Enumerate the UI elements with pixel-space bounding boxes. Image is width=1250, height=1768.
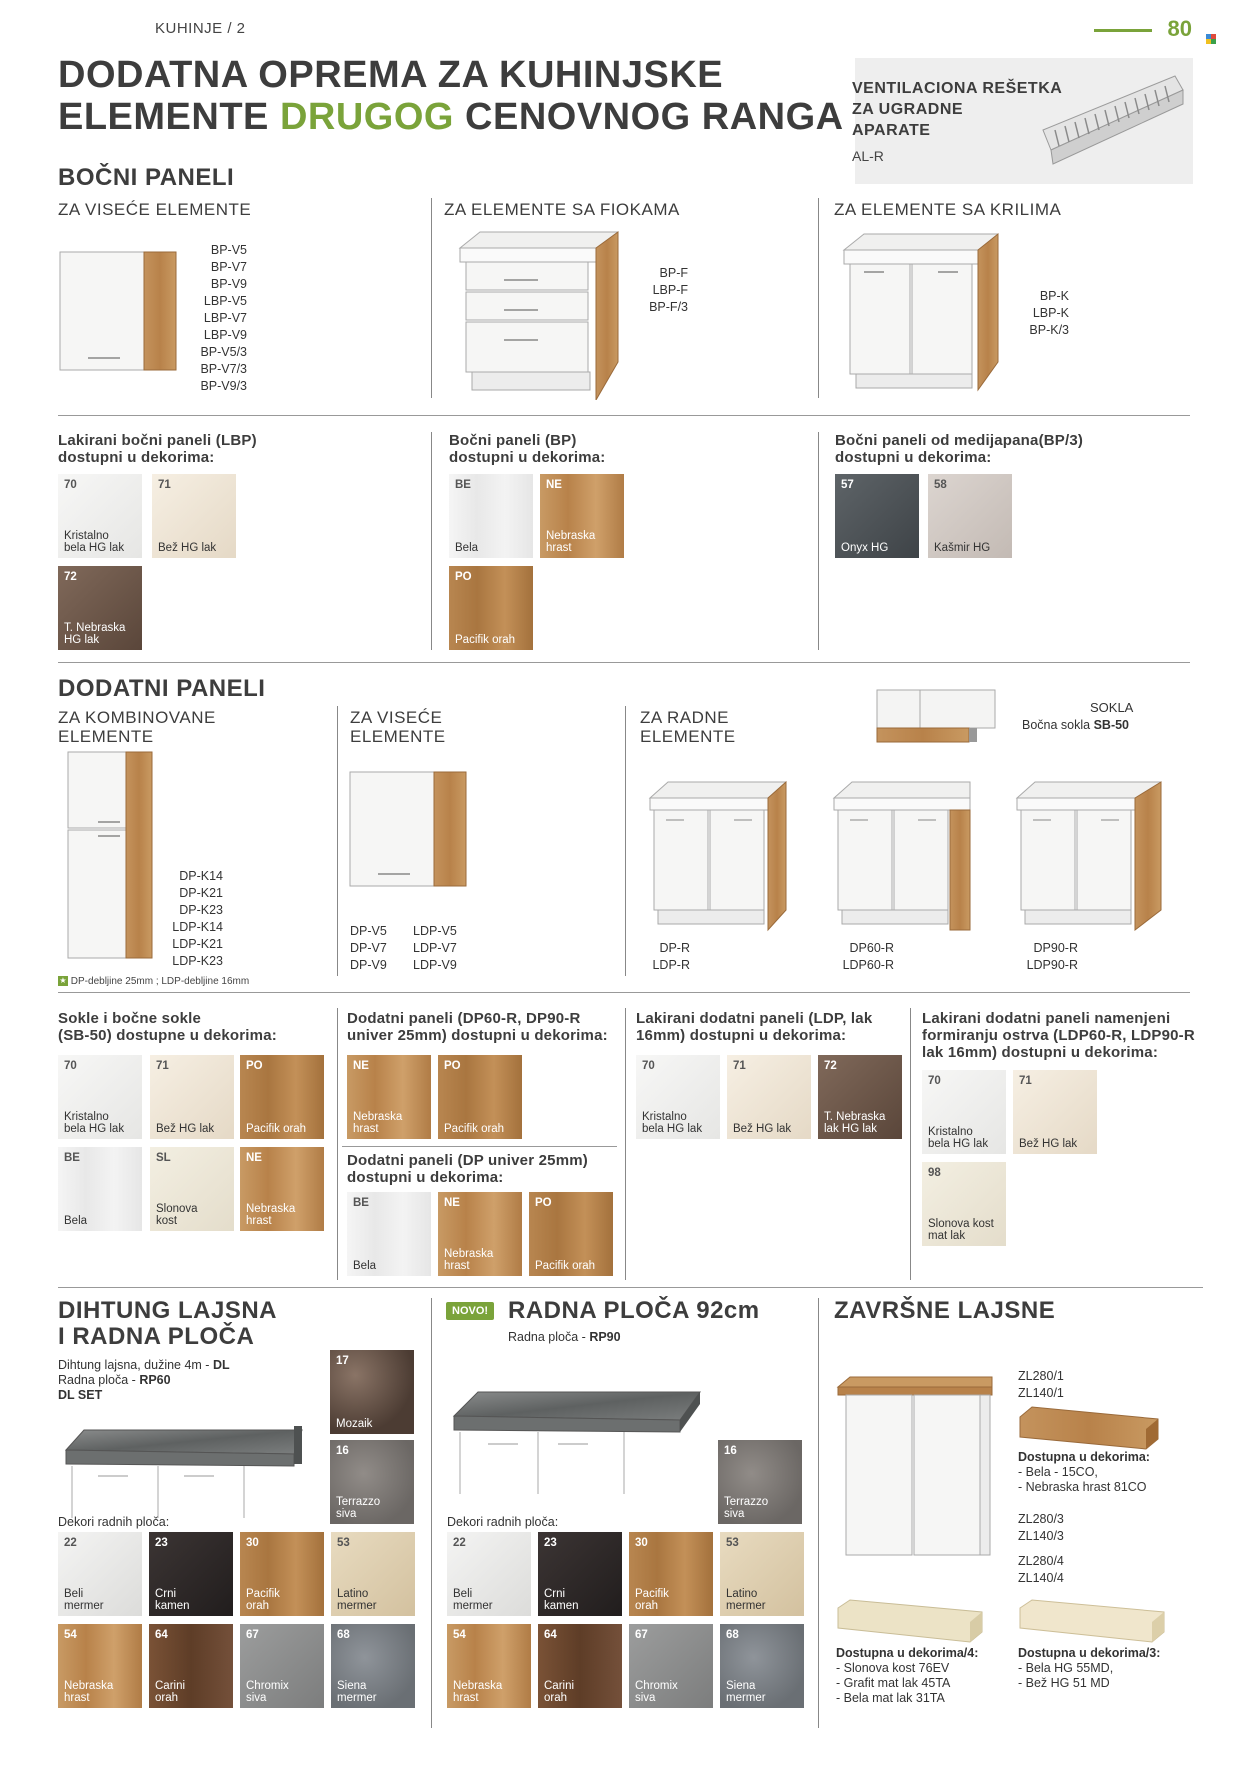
cornice-ivory-image [836,1598,986,1644]
swatch: 71 Bež HG lak [152,474,236,558]
col-title-radne: ZA RADNE ELEMENTE [640,708,736,746]
codes-list: DP-R LDP-R [652,941,690,972]
swatch: SL Slonova kost [150,1147,234,1231]
col-title-visece2: ZA VISEĆE ELEMENTE [350,708,446,746]
swatch: 72 T. Nebraska HG lak [58,566,142,650]
codes-list: DP-V5 DP-V7 DP-V9 [350,924,387,972]
swatch: 22 Beli mermer [447,1532,531,1616]
swatch: 70 Kristalno bela HG lak [58,1055,142,1139]
codes-list: DP60-R LDP60-R [842,941,894,972]
swatch: 57 Onyx HG [835,474,919,558]
codes-list: BP-V5 BP-V7 BP-V9 LBP-V5 LBP-V7 LBP-V9 BP-V5/3 BP-V7/3 BP-V9/3 [200,243,247,393]
worktop-image [448,1388,710,1498]
door-cabinet-image [842,232,1000,392]
divider [337,706,338,976]
divider [431,432,432,650]
dekori-label: Dekori radnih ploča: [58,1515,170,1529]
codes-list: BP-K LBP-K BP-K/3 [1029,289,1069,337]
section-title-radna: RADNA PLOČA 92cm [508,1297,760,1324]
avail1: Dostupna u dekorima: - Bela - 15CO, - Nebraska hrast 81CO [1018,1450,1150,1494]
dec-title-lbp: Lakirani bočni paneli (LBP) dostupni u dekorima: [58,432,257,466]
swatch: 67 Chromix siva [629,1624,713,1708]
swatch: 17 Mozaik [330,1350,414,1434]
tall-cabinet-image [66,750,156,962]
swatch: 72 T. Nebraska lak HG lak [818,1055,902,1139]
wall-cabinet-image [58,250,178,375]
swatch: 23 Crni kamen [149,1532,233,1616]
section-title-dihtung: DIHTUNG LAJSNA I RADNA PLOČA [58,1297,278,1350]
swatch: PO Pacifik orah [240,1055,324,1139]
sokla-image [875,688,1001,748]
new-badge: NOVO! [446,1302,494,1320]
dec-title-bp3: Bočni paneli od medijapana(BP/3) dostupni u dekorima: [835,432,1084,466]
codes-list: DP-K14 DP-K21 DP-K23 LDP-K14 LDP-K21 LDP-K23 [172,869,223,968]
swatch: BE Bela [58,1147,142,1231]
swatch: 70 Kristalno bela HG lak [922,1070,1006,1154]
swatch: 53 Latino mermer [720,1532,804,1616]
section-title-zavrsne: ZAVRŠNE LAJSNE [834,1297,1056,1324]
swatch: 71 Bež HG lak [150,1055,234,1139]
dekori-label: Dekori radnih ploča: [447,1515,559,1529]
swatch: 68 Siena mermer [720,1624,804,1708]
swatch: NE Nebraska hrast [240,1147,324,1231]
divider [818,1298,819,1728]
breadcrumb: KUHINJE / 2 [155,20,246,37]
swatch: 67 Chromix siva [240,1624,324,1708]
divider [58,662,1190,663]
cornice-beige-image [1018,1598,1168,1644]
swatch: 70 Kristalno bela HG lak [58,474,142,558]
cabinet-with-cornice-image [836,1375,996,1560]
swatch: BE Bela [347,1192,431,1276]
divider [818,432,819,650]
avail4: Dostupna u dekorima/4: - Slonova kost 76EV - Grafit mat lak 45TA - Bela mat lak 31TA [836,1646,979,1705]
dec-title-dp-univer: Dodatni paneli (DP60-R, DP90-R univer 25mm) dostupni u dekorima: [347,1010,608,1044]
base-cabinet-image [1015,780,1165,932]
swatch: 70 Kristalno bela HG lak [636,1055,720,1139]
codes-list: LDP-V5 LDP-V7 LDP-V9 [413,924,457,972]
divider [818,198,819,398]
divider [431,1298,432,1728]
avail3: Dostupna u dekorima/3: - Bela HG 55MD, - Bež HG 51 MD [1018,1646,1161,1690]
dec-title-sokle: Sokle i bočne sokle (SB-50) dostupne u dekorima: [58,1010,277,1044]
codes-list: DP90-R LDP90-R [1026,941,1078,972]
divider [431,198,432,398]
star-icon: ★ [59,976,67,986]
divider [342,1146,617,1147]
swatch: 98 Slonova kost mat lak [922,1162,1006,1246]
divider [625,1008,626,1280]
swatch: PO Pacifik orah [449,566,533,650]
swatch: 54 Nebraska hrast [58,1624,142,1708]
swatch: NE Nebraska hrast [540,474,624,558]
swatch: PO Pacifik orah [438,1055,522,1139]
sokla-sub: Bočna sokla SB-50 [1022,718,1130,732]
cornice-oak-image [1018,1405,1164,1451]
swatch: 23 Crni kamen [538,1532,622,1616]
col-title-kombinovane: ZA KOMBINOVANE ELEMENTE [58,708,216,746]
swatch: 58 Kašmir HG [928,474,1012,558]
swatch: 16 Terrazzo siva [718,1440,802,1524]
swatch: BE Bela [449,474,533,558]
swatch: NE Nebraska hrast [347,1055,431,1139]
dec-title-dp-univer2: Dodatni paneli (DP univer 25mm) dostupni u dekorima: [347,1152,588,1186]
swatch: 30 Pacifik orah [629,1532,713,1616]
divider [910,1008,911,1280]
base-cabinet-image [832,780,974,932]
swatch: 71 Bež HG lak [727,1055,811,1139]
divider [58,415,1190,416]
codes-list: ZL280/3 ZL140/3 [1018,1512,1064,1543]
dec-title-ldp-ostrvo: Lakirani dodatni paneli namenjeni formiranju ostrva (LDP60-R, LDP90-R lak 16mm) dostupni u dekorima: [922,1010,1195,1061]
radna-info: Radna ploča - RP90 [508,1330,621,1344]
divider [625,706,626,976]
swatch: PO Pacifik orah [529,1192,613,1276]
vent-grille-image [1035,68,1187,168]
base-cabinet-image [648,780,790,932]
col-title-krila: ZA ELEMENTE SA KRILIMA [834,200,1062,219]
swatch: 16 Terrazzo siva [330,1440,414,1524]
dec-title-ldp: Lakirani dodatni paneli (LDP, lak 16mm) dostupni u dekorima: [636,1010,873,1044]
drawer-cabinet-image [458,230,620,400]
vent-title: VENTILACIONA REŠETKA ZA UGRADNE APARATE [852,80,1063,139]
wall-cabinet-image [348,770,470,890]
swatch: 68 Siena mermer [331,1624,415,1708]
page-number-rule [1094,29,1152,32]
dihtung-info: Dihtung lajsna, dužine 4m - DL Radna ploča - RP60 DL SET [58,1358,230,1402]
worktop-image [58,1420,308,1520]
swatch: 54 Nebraska hrast [447,1624,531,1708]
section-title-dodatni: DODATNI PANELI [58,675,266,702]
thickness-note: ★ DP-debljine 25mm ; LDP-debljine 16mm [59,976,250,987]
page-title: DODATNA OPREMA ZA KUHINJSKE ELEMENTE DRUGOG CENOVNOG RANGA [58,54,844,138]
swatch: NE Nebraska hrast [438,1192,522,1276]
dec-title-bp: Bočni paneli (BP) dostupni u dekorima: [449,432,606,466]
swatch: 30 Pacifik orah [240,1532,324,1616]
col-title-fioke: ZA ELEMENTE SA FIOKAMA [444,200,680,219]
swatch: 64 Carini orah [538,1624,622,1708]
section-title-bocni: BOČNI PANELI [58,164,235,191]
page-number: 80 [1167,16,1192,41]
vent-code: AL-R [852,148,884,164]
swatch: 53 Latino mermer [331,1532,415,1616]
codes-list: BP-F LBP-F BP-F/3 [649,266,688,314]
divider [58,1287,1203,1288]
divider [58,992,1190,993]
divider [337,1008,338,1280]
sokla-title: SOKLA [1090,700,1134,715]
corner-marker-icon [1206,34,1216,44]
swatch: 71 Bež HG lak [1013,1070,1097,1154]
swatch: 64 Carini orah [149,1624,233,1708]
col-title-visece: ZA VISEĆE ELEMENTE [58,200,252,219]
codes-list: ZL280/1 ZL140/1 [1018,1369,1064,1400]
codes-list: ZL280/4 ZL140/4 [1018,1554,1064,1585]
swatch: 22 Beli mermer [58,1532,142,1616]
